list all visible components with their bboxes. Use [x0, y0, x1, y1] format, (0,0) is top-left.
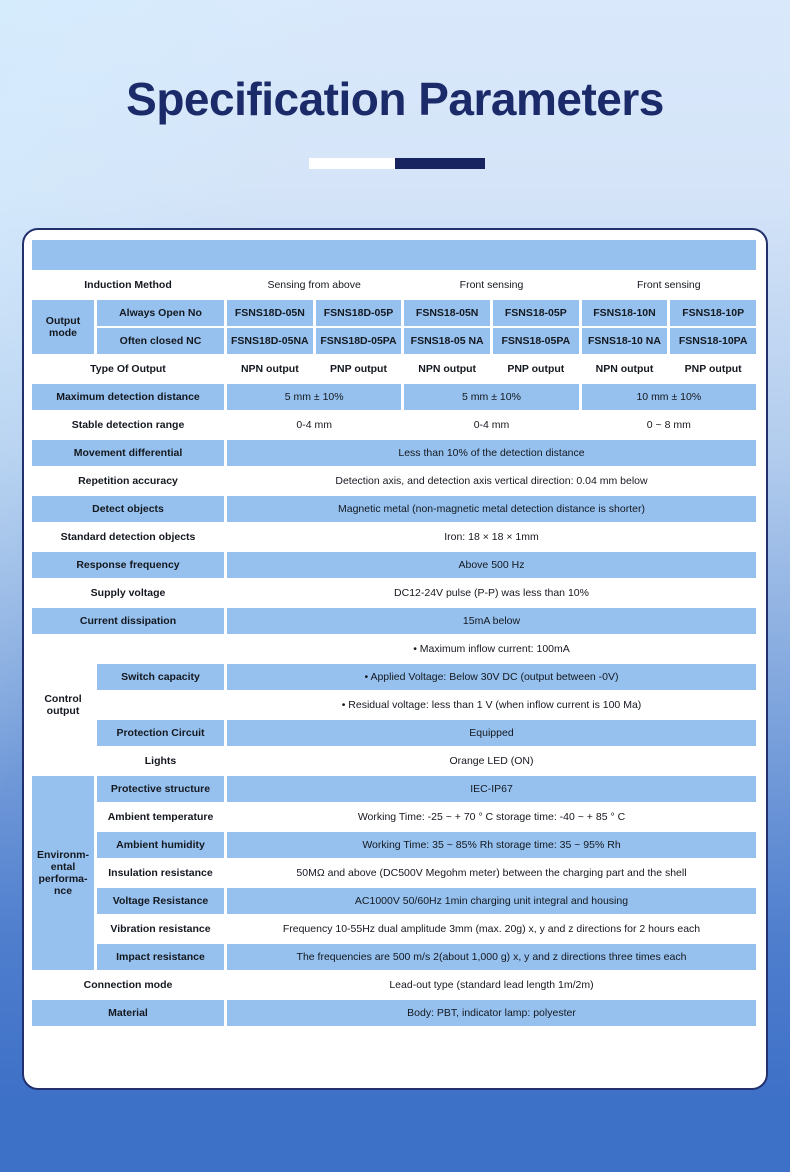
row-label: Output mode — [32, 300, 94, 354]
value-cell: Working Time: -25 ~ + 70 ° C storage time: -40 ~ + 85 ° C — [357, 810, 626, 823]
value-cell: Working Time: 35 ~ 85% Rh storage time: 35 ~ 95% Rh — [227, 832, 756, 858]
value-cell: FSNS18D-05N — [227, 300, 313, 326]
row-label: Material — [32, 1000, 224, 1026]
value-cell: NPN output — [418, 362, 477, 375]
value-cell: Iron: 18 × 18 × 1mm — [444, 530, 539, 543]
row-label: Response frequency — [32, 552, 224, 578]
page-title: Specification Parameters — [126, 73, 664, 125]
row-label: Control output — [44, 692, 82, 717]
value-cell: • Applied Voltage: Below 30V DC (output between -0V) — [227, 664, 756, 690]
value-cell: FSNS18D-05NA — [227, 328, 313, 354]
row-label: Detect objects — [32, 496, 224, 522]
row-label: Supply voltage — [90, 586, 166, 599]
value-cell: Equipped — [227, 720, 756, 746]
row-label: Ambient temperature — [107, 810, 214, 823]
value-cell: Less than 10% of the detection distance — [227, 440, 756, 466]
hero-section — [0, 0, 790, 228]
spec-card — [22, 228, 768, 1090]
value-cell: • Residual voltage: less than 1 V (when inflow current is 100 Ma) — [341, 698, 642, 711]
value-cell: 0-4 mm — [296, 418, 332, 431]
row-label: Ambient humidity — [97, 832, 224, 858]
row-label: Always Open No — [97, 300, 224, 326]
accent-bar-light-segment — [309, 158, 395, 169]
value-cell: FSNS18-05 NA — [404, 328, 490, 354]
value-cell: FSNS18-10 NA — [582, 328, 668, 354]
row-label: Environm-ental performa-nce — [32, 776, 94, 970]
value-cell: FSNS18D-05PA — [316, 328, 402, 354]
value-cell: Frequency 10-55Hz dual amplitude 3mm (max. 20g) x, y and z directions for 2 hours each — [282, 922, 701, 935]
row-label: Lights — [144, 754, 177, 767]
value-cell: 0-4 mm — [473, 418, 510, 431]
value-cell: Orange LED (ON) — [449, 754, 534, 767]
value-cell: PNP output — [684, 362, 742, 375]
value-cell: Magnetic metal (non-magnetic metal detection distance is shorter) — [227, 496, 756, 522]
row-label: Often closed NC — [97, 328, 224, 354]
row-label: Type Of Output — [90, 362, 166, 375]
row-label: Maximum detection distance — [32, 384, 224, 410]
value-cell: FSNS18-05PA — [493, 328, 579, 354]
row-label: Connection mode — [83, 978, 173, 991]
row-label: Movement differential — [32, 440, 224, 466]
value-cell: Lead-out type (standard lead length 1m/2m) — [389, 978, 594, 991]
value-cell: PNP output — [507, 362, 565, 375]
value-cell: NPN output — [240, 362, 299, 375]
value-cell: AC1000V 50/60Hz 1min charging unit integral and housing — [227, 888, 756, 914]
value-cell: FSNS18D-05P — [316, 300, 402, 326]
value-cell: FSNS18-10P — [670, 300, 756, 326]
row-label: Protective structure — [97, 776, 224, 802]
row-label: Repetition accuracy — [78, 474, 178, 487]
row-label: Protection Circuit — [97, 720, 224, 746]
row-label: Stable detection range — [71, 418, 185, 431]
value-cell: 50MΩ and above (DC500V Megohm meter) between the charging part and the shell — [296, 866, 687, 879]
accent-bar-dark-segment — [395, 158, 485, 169]
value-cell: NPN output — [595, 362, 654, 375]
value-cell: Body: PBT, indicator lamp: polyester — [227, 1000, 756, 1026]
value-cell: FSNS18-05N — [404, 300, 490, 326]
value-cell: Detection axis, and detection axis vertical direction: 0.04 mm below — [335, 474, 648, 487]
value-cell: Front sensing — [637, 278, 701, 291]
value-cell: FSNS18-05P — [493, 300, 579, 326]
value-cell: 5 mm ± 10% — [404, 384, 578, 410]
value-cell: Above 500 Hz — [227, 552, 756, 578]
row-label: Switch capacity — [97, 664, 224, 690]
value-cell: 15mA below — [227, 608, 756, 634]
value-cell: Sensing from above — [267, 278, 361, 291]
value-cell: 5 mm ± 10% — [227, 384, 401, 410]
value-cell: PNP output — [330, 362, 387, 375]
spec-table — [32, 240, 756, 1026]
value-cell: 10 mm ± 10% — [582, 384, 756, 410]
value-cell: FSNS18-10N — [582, 300, 668, 326]
row-label: Insulation resistance — [108, 866, 213, 879]
row-label: Impact resistance — [97, 944, 224, 970]
table-header-band — [32, 240, 756, 270]
value-cell: Front sensing — [459, 278, 524, 291]
value-cell: 0 ~ 8 mm — [646, 418, 691, 431]
row-label: Induction Method — [84, 278, 172, 291]
value-cell: IEC-IP67 — [227, 776, 756, 802]
value-cell: DC12-24V pulse (P-P) was less than 10% — [394, 586, 589, 599]
title-accent-bar — [309, 158, 485, 169]
row-label: Current dissipation — [32, 608, 224, 634]
row-label: Standard detection objects — [60, 530, 196, 543]
row-label: Voltage Resistance — [97, 888, 224, 914]
value-cell: • Maximum inflow current: 100mA — [413, 642, 570, 655]
row-label: Vibration resistance — [110, 922, 211, 935]
value-cell: FSNS18-10PA — [670, 328, 756, 354]
value-cell: The frequencies are 500 m/s 2(about 1,000 g) x, y and z directions three times each — [227, 944, 756, 970]
